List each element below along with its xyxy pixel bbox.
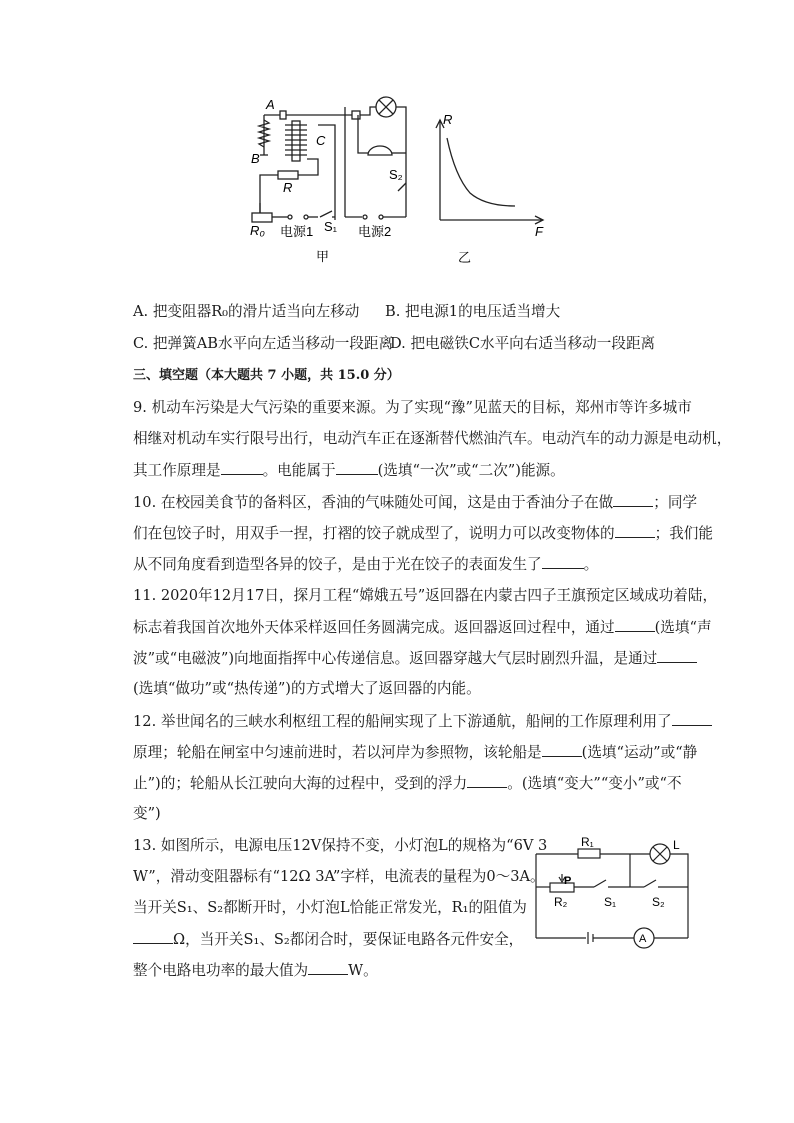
answer-blank[interactable] — [221, 460, 263, 475]
answer-blank[interactable] — [336, 460, 378, 475]
y-axis-label: R — [443, 112, 453, 127]
q10-line1-a: 10. 在校园美食节的备料区，香油的气味随处可闻，这是由于香油分子在做 — [133, 494, 614, 511]
q11-line4: (选填“做功”或“热传递”)的方式增大了返回器的内能。 — [133, 680, 481, 697]
answer-blank[interactable] — [467, 773, 507, 788]
q12-line2-a: 原理；轮船在闸室中匀速前进时，若以河岸为参照物，该轮船是 — [133, 744, 542, 761]
option-a: A. 把变阻器R₀的滑片适当向左移动 — [133, 303, 360, 320]
answer-blank[interactable] — [615, 523, 655, 538]
label-source2: 电源2 — [358, 224, 392, 239]
q12-line4: 变”) — [133, 805, 161, 822]
q10-line1 — [133, 492, 697, 513]
label-s1-q13: S₁ — [604, 895, 617, 909]
r-f-graph — [425, 108, 555, 268]
answer-blank[interactable] — [615, 617, 655, 632]
label-b: B — [251, 151, 260, 166]
q10-line3-b: 。 — [583, 556, 599, 573]
q10-line2-a: 们在包饺子时，用双手一捏，打褶的饺子就成型了，说明力可以改变物体的 — [133, 525, 615, 542]
q13-circuit-figure — [530, 834, 695, 952]
q10-line3 — [133, 554, 598, 575]
label-c: C — [316, 133, 326, 148]
label-l: L — [673, 838, 680, 852]
q11-line1: 11. 2020年12月17日，探月工程“嫦娥五号”返回器在内蒙古四子王旗预定区域成功着陆， — [133, 587, 718, 604]
x-axis-label: F — [535, 224, 543, 239]
answer-blank[interactable] — [133, 929, 173, 944]
q13-line2: W”，滑动变阻器标有“12Ω 3A”字样，电流表的量程为0～3A。 — [133, 868, 545, 885]
q11-line2-a: 标志着我国首次地外天体采样返回任务圆满完成。返回器返回过程中，通过 — [133, 619, 615, 636]
q12-line3 — [133, 773, 682, 794]
q13-line5 — [133, 960, 378, 981]
figure2-caption: 乙 — [458, 250, 472, 265]
q13-line5-b: W。 — [348, 962, 378, 979]
ammeter-label: A — [639, 933, 647, 945]
option-c: C. 把弹簧AB水平向左适当移动一段距离 — [133, 335, 394, 352]
q13-line3: 当开关S₁、S₂都断开时，小灯泡L恰能正常发光，R₁的阻值为 — [133, 899, 527, 916]
q9-line2: 相继对机动车实行限号出行，电动汽车正在逐渐替代燃油汽车。电动汽车的动力源是电动机， — [133, 430, 732, 447]
answer-blank[interactable] — [308, 960, 348, 975]
option-b: B. 把电源1的电压适当增大 — [385, 303, 561, 320]
q12-line3-a: 止”)的；轮船从长江驶向大海的过程中，受到的浮力 — [133, 775, 468, 792]
relay-circuit-figure — [240, 95, 420, 270]
q9-line1: 9. 机动车污染是大气污染的重要来源。为了实现“豫”见蓝天的目标，郑州市等许多城市 — [133, 399, 692, 416]
q9-line3 — [133, 460, 565, 481]
q10-line2 — [133, 523, 713, 544]
q11-line2 — [133, 617, 712, 638]
answer-blank[interactable] — [542, 742, 582, 757]
label-r1: R₁ — [581, 835, 594, 849]
answer-blank[interactable] — [613, 492, 653, 507]
q11-line3-a: 波”或“电磁波”)向地面指挥中心传递信息。返回器穿越大气层时剧烈升温，是通过 — [133, 650, 658, 667]
label-s2-q13: S₂ — [652, 895, 665, 909]
label-a: A — [266, 97, 275, 112]
q9-line3-a: 其工作原理是 — [133, 462, 221, 479]
q12-line1-a: 12. 举世闻名的三峡水利枢纽工程的船闸实现了上下游通航，船闸的工作原理利用了 — [133, 713, 672, 730]
figure1-caption: 甲 — [316, 249, 330, 264]
q13-line4 — [133, 929, 523, 950]
q11-line3 — [133, 648, 697, 669]
q12-line2 — [133, 742, 697, 763]
label-r0: R₀ — [250, 223, 265, 238]
q12-line1 — [133, 711, 712, 732]
q9-line3-b: 。电能属于 — [262, 462, 336, 479]
option-d: D. 把电磁铁C水平向右适当移动一段距离 — [390, 335, 656, 352]
label-p: P — [564, 875, 572, 887]
q12-line2-b: (选填“运动”或“静 — [581, 744, 698, 761]
q10-line1-b: ；同学 — [653, 494, 698, 511]
q10-line2-b: ；我们能 — [654, 525, 713, 542]
label-s1: S₁ — [324, 219, 338, 234]
q9-line3-c: (选填“一次”或“二次”)能源。 — [377, 462, 565, 479]
q12-line3-b: 。(选填“变大”“变小”或“不 — [507, 775, 682, 792]
q10-line3-a: 从不同角度看到造型各异的饺子，是由于光在饺子的表面发生了 — [133, 556, 542, 573]
q13-line4-text: Ω，当开关S₁、S₂都闭合时，要保证电路各元件安全， — [173, 931, 524, 948]
q11-line2-b: (选填“声 — [654, 619, 712, 636]
q13-line5-a: 整个电路电功率的最大值为 — [133, 962, 309, 979]
label-r: R — [283, 180, 293, 195]
label-source1: 电源1 — [280, 224, 314, 239]
q13-line1: 13. 如图所示，电源电压12V保持不变，小灯泡L的规格为“6V 3 — [133, 837, 548, 854]
answer-blank[interactable] — [672, 711, 712, 726]
label-r2: R₂ — [554, 895, 568, 909]
answer-blank[interactable] — [657, 648, 697, 663]
label-s2: S₂ — [389, 167, 403, 182]
answer-blank[interactable] — [542, 554, 584, 569]
section-title: 三、填空题（本大题共 7 小题，共 15.0 分） — [133, 368, 400, 383]
